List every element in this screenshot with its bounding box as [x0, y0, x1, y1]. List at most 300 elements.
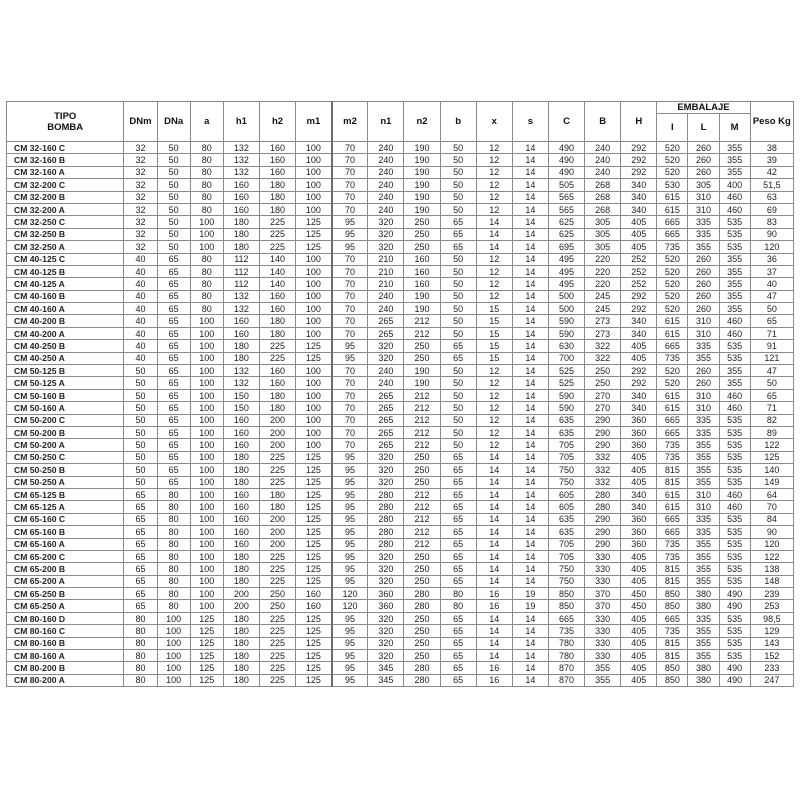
header-col: n2: [404, 102, 440, 142]
table-cell: 250: [404, 451, 440, 463]
table-cell: 360: [621, 439, 657, 451]
table-cell: 100: [296, 166, 332, 178]
table-cell: 50: [157, 166, 190, 178]
table-row: [7, 166, 794, 178]
table-cell: 400: [719, 179, 750, 191]
table-cell: 160: [404, 253, 440, 265]
table-cell: 80: [190, 278, 223, 290]
table-cell: 14: [512, 513, 548, 525]
table-cell: 70: [332, 365, 368, 377]
header-col: m1: [296, 102, 332, 142]
table-cell: 70: [750, 501, 793, 513]
table-cell: 80: [157, 563, 190, 575]
table-cell: 14: [512, 290, 548, 302]
table-cell: 250: [404, 476, 440, 488]
table-cell: 535: [719, 563, 750, 575]
table-cell: 240: [368, 365, 404, 377]
table-cell: 80: [157, 488, 190, 500]
table-row: [7, 389, 794, 401]
table-cell: 335: [688, 513, 719, 525]
table-cell: 180: [223, 451, 259, 463]
table-cell: 14: [512, 538, 548, 550]
table-header: [7, 102, 794, 142]
table-cell: 355: [688, 451, 719, 463]
table-cell: 100: [190, 414, 223, 426]
table-cell: 225: [259, 241, 295, 253]
table-cell: 520: [657, 253, 688, 265]
table-cell: 239: [750, 588, 793, 600]
table-cell: 14: [512, 166, 548, 178]
table-cell: 330: [585, 612, 621, 624]
table-cell: 100: [190, 340, 223, 352]
table-cell: 200: [259, 526, 295, 538]
table-cell: 705: [548, 451, 584, 463]
table-cell: 330: [585, 637, 621, 649]
table-cell: 125: [190, 637, 223, 649]
table-cell: 15: [476, 303, 512, 315]
table-cell: 125: [296, 637, 332, 649]
table-cell: 535: [719, 414, 750, 426]
table-cell: 160: [259, 303, 295, 315]
table-cell: 100: [296, 203, 332, 215]
table-cell: 14: [476, 476, 512, 488]
table-cell: 565: [548, 191, 584, 203]
table-cell: 355: [719, 290, 750, 302]
table-cell: 273: [585, 315, 621, 327]
table-cell: 212: [404, 488, 440, 500]
table-cell: 500: [548, 303, 584, 315]
table-cell: 50: [440, 290, 476, 302]
table-cell: 32: [124, 191, 157, 203]
table-cell: 132: [223, 290, 259, 302]
table-cell: 38: [750, 142, 793, 154]
table-cell: 80: [124, 612, 157, 624]
table-cell: 50: [157, 216, 190, 228]
table-cell: 140: [259, 253, 295, 265]
table-cell: 65: [157, 414, 190, 426]
table-cell: 340: [621, 203, 657, 215]
table-cell: 50: [124, 426, 157, 438]
table-cell: 250: [404, 352, 440, 364]
table-cell: 19: [512, 588, 548, 600]
table-cell: 14: [512, 625, 548, 637]
table-cell: 280: [585, 488, 621, 500]
table-cell: 160: [223, 426, 259, 438]
table-cell: 120: [332, 600, 368, 612]
table-cell: 80: [190, 265, 223, 277]
pump-type-cell: CM 65-125 B: [7, 488, 124, 500]
pump-type-cell: CM 50-250 C: [7, 451, 124, 463]
table-cell: 80: [157, 600, 190, 612]
pump-type-cell: CM 65-160 B: [7, 526, 124, 538]
table-cell: 65: [157, 426, 190, 438]
table-row: [7, 550, 794, 562]
table-cell: 152: [750, 650, 793, 662]
table-cell: 95: [332, 563, 368, 575]
table-cell: 80: [190, 303, 223, 315]
table-cell: 345: [368, 674, 404, 686]
table-cell: 290: [585, 426, 621, 438]
table-cell: 95: [332, 538, 368, 550]
table-cell: 65: [440, 550, 476, 562]
table-cell: 225: [259, 550, 295, 562]
pump-type-cell: CM 32-250 A: [7, 241, 124, 253]
table-cell: 14: [476, 451, 512, 463]
table-cell: 590: [548, 327, 584, 339]
table-cell: 700: [548, 352, 584, 364]
table-cell: 335: [688, 526, 719, 538]
table-cell: 100: [296, 414, 332, 426]
table-cell: 37: [750, 265, 793, 277]
table-cell: 50: [440, 203, 476, 215]
table-cell: 330: [585, 575, 621, 587]
table-cell: 129: [750, 625, 793, 637]
table-cell: 320: [368, 241, 404, 253]
table-row: [7, 414, 794, 426]
table-cell: 460: [719, 191, 750, 203]
table-cell: 180: [223, 352, 259, 364]
table-cell: 70: [332, 389, 368, 401]
table-cell: 310: [688, 191, 719, 203]
table-cell: 735: [657, 550, 688, 562]
table-cell: 310: [688, 402, 719, 414]
table-cell: 535: [719, 637, 750, 649]
table-cell: 240: [368, 154, 404, 166]
pump-type-cell: CM 65-200 A: [7, 575, 124, 587]
table-cell: 95: [332, 650, 368, 662]
table-cell: 14: [512, 216, 548, 228]
table-cell: 100: [190, 389, 223, 401]
table-cell: 100: [190, 563, 223, 575]
table-cell: 450: [621, 600, 657, 612]
table-cell: 65: [124, 600, 157, 612]
table-cell: 65: [124, 526, 157, 538]
table-cell: 180: [223, 650, 259, 662]
table-cell: 240: [368, 191, 404, 203]
table-cell: 405: [621, 662, 657, 674]
table-cell: 360: [621, 513, 657, 525]
table-cell: 14: [476, 612, 512, 624]
table-cell: 625: [548, 228, 584, 240]
table-cell: 50: [440, 414, 476, 426]
table-cell: 292: [621, 154, 657, 166]
table-cell: 65: [124, 588, 157, 600]
table-cell: 50: [124, 402, 157, 414]
table-cell: 125: [296, 612, 332, 624]
pump-type-cell: CM 65-250 B: [7, 588, 124, 600]
table-cell: 100: [190, 513, 223, 525]
table-cell: 14: [512, 414, 548, 426]
table-cell: 260: [688, 265, 719, 277]
table-cell: 50: [440, 191, 476, 203]
table-cell: 335: [688, 414, 719, 426]
table-cell: 735: [657, 352, 688, 364]
table-row: [7, 265, 794, 277]
table-cell: 95: [332, 637, 368, 649]
table-cell: 320: [368, 228, 404, 240]
table-cell: 320: [368, 625, 404, 637]
table-cell: 245: [585, 290, 621, 302]
header-col: n1: [368, 102, 404, 142]
table-cell: 160: [296, 588, 332, 600]
table-row: [7, 563, 794, 575]
table-cell: 65: [440, 513, 476, 525]
table-cell: 565: [548, 203, 584, 215]
table-cell: 12: [476, 290, 512, 302]
table-cell: 125: [296, 488, 332, 500]
table-cell: 80: [190, 154, 223, 166]
table-cell: 240: [585, 142, 621, 154]
table-cell: 125: [296, 538, 332, 550]
table-cell: 180: [223, 550, 259, 562]
table-cell: 305: [688, 179, 719, 191]
table-cell: 65: [157, 253, 190, 265]
table-cell: 212: [404, 327, 440, 339]
table-row: [7, 142, 794, 154]
table-cell: 520: [657, 166, 688, 178]
table-cell: 12: [476, 402, 512, 414]
table-cell: 14: [512, 179, 548, 191]
table-cell: 15: [476, 340, 512, 352]
table-cell: 15: [476, 315, 512, 327]
table-row: [7, 526, 794, 538]
table-cell: 405: [621, 612, 657, 624]
table-cell: 180: [223, 575, 259, 587]
table-cell: 225: [259, 563, 295, 575]
table-cell: 233: [750, 662, 793, 674]
table-cell: 160: [223, 315, 259, 327]
table-cell: 520: [657, 290, 688, 302]
table-cell: 310: [688, 501, 719, 513]
table-cell: 220: [585, 253, 621, 265]
pump-type-cell: CM 50-125 A: [7, 377, 124, 389]
table-cell: 50: [157, 203, 190, 215]
table-cell: 490: [719, 588, 750, 600]
table-row: [7, 451, 794, 463]
pump-type-cell: CM 40-200 B: [7, 315, 124, 327]
table-cell: 735: [548, 625, 584, 637]
table-cell: 355: [585, 674, 621, 686]
table-cell: 290: [585, 513, 621, 525]
table-cell: 32: [124, 228, 157, 240]
table-cell: 70: [332, 327, 368, 339]
table-cell: 80: [157, 538, 190, 550]
table-cell: 225: [259, 216, 295, 228]
table-cell: 605: [548, 488, 584, 500]
table-cell: 12: [476, 426, 512, 438]
table-row: [7, 315, 794, 327]
table-cell: 850: [657, 662, 688, 674]
table-cell: 143: [750, 637, 793, 649]
table-cell: 50: [440, 377, 476, 389]
table-cell: 190: [404, 203, 440, 215]
table-cell: 40: [124, 278, 157, 290]
pump-type-cell: CM 40-250 A: [7, 352, 124, 364]
table-cell: 14: [476, 563, 512, 575]
table-cell: 260: [688, 377, 719, 389]
table-cell: 247: [750, 674, 793, 686]
table-cell: 50: [750, 303, 793, 315]
table-cell: 355: [688, 550, 719, 562]
table-cell: 265: [368, 426, 404, 438]
table-cell: 490: [719, 662, 750, 674]
table-cell: 125: [296, 662, 332, 674]
table-cell: 125: [296, 650, 332, 662]
table-cell: 14: [512, 253, 548, 265]
header-col: h2: [259, 102, 295, 142]
table-cell: 14: [512, 526, 548, 538]
table-cell: 14: [512, 464, 548, 476]
table-cell: 14: [476, 625, 512, 637]
table-cell: 50: [440, 278, 476, 290]
table-row: [7, 191, 794, 203]
table-cell: 535: [719, 439, 750, 451]
table-cell: 12: [476, 142, 512, 154]
table-row: [7, 241, 794, 253]
header-embalaje-m: M: [719, 114, 750, 142]
table-cell: 14: [512, 327, 548, 339]
table-cell: 225: [259, 625, 295, 637]
table-cell: 100: [190, 377, 223, 389]
pump-type-cell: CM 40-160 A: [7, 303, 124, 315]
table-cell: 80: [124, 674, 157, 686]
pump-type-cell: CM 50-160 B: [7, 389, 124, 401]
table-cell: 405: [621, 241, 657, 253]
table-cell: 65: [124, 563, 157, 575]
table-cell: 70: [332, 426, 368, 438]
table-cell: 225: [259, 464, 295, 476]
pump-type-cell: CM 40-250 B: [7, 340, 124, 352]
pump-type-cell: CM 50-200 C: [7, 414, 124, 426]
table-cell: 240: [368, 203, 404, 215]
table-cell: 112: [223, 265, 259, 277]
table-cell: 355: [719, 154, 750, 166]
table-cell: 125: [190, 612, 223, 624]
table-cell: 332: [585, 464, 621, 476]
pump-type-cell: CM 80-200 A: [7, 674, 124, 686]
table-cell: 180: [223, 637, 259, 649]
table-cell: 320: [368, 575, 404, 587]
table-cell: 212: [404, 501, 440, 513]
table-cell: 63: [750, 191, 793, 203]
pump-type-cell: CM 32-200 B: [7, 191, 124, 203]
table-cell: 14: [476, 228, 512, 240]
pump-type-cell: CM 50-125 B: [7, 365, 124, 377]
table-cell: 535: [719, 526, 750, 538]
table-cell: 590: [548, 402, 584, 414]
table-cell: 212: [404, 315, 440, 327]
table-cell: 100: [190, 476, 223, 488]
table-cell: 100: [296, 290, 332, 302]
table-row: [7, 340, 794, 352]
table-cell: 65: [157, 352, 190, 364]
pump-type-cell: CM 32-200 C: [7, 179, 124, 191]
table-cell: 70: [332, 253, 368, 265]
table-cell: 95: [332, 241, 368, 253]
table-cell: 310: [688, 488, 719, 500]
table-cell: 100: [190, 439, 223, 451]
table-cell: 95: [332, 488, 368, 500]
table-cell: 112: [223, 253, 259, 265]
table-cell: 250: [404, 340, 440, 352]
table-cell: 12: [476, 414, 512, 426]
table-cell: 380: [688, 588, 719, 600]
table-cell: 65: [157, 303, 190, 315]
table-cell: 500: [548, 290, 584, 302]
table-cell: 14: [476, 650, 512, 662]
table-row: [7, 650, 794, 662]
table-cell: 160: [223, 501, 259, 513]
pump-type-cell: CM 50-250 B: [7, 464, 124, 476]
table-cell: 65: [440, 674, 476, 686]
table-cell: 14: [512, 402, 548, 414]
header-col: b: [440, 102, 476, 142]
table-cell: 82: [750, 414, 793, 426]
table-cell: 14: [512, 451, 548, 463]
table-cell: 80: [124, 625, 157, 637]
table-cell: 355: [688, 352, 719, 364]
table-cell: 335: [688, 340, 719, 352]
table-cell: 535: [719, 426, 750, 438]
table-cell: 39: [750, 154, 793, 166]
table-cell: 520: [657, 154, 688, 166]
table-cell: 70: [332, 439, 368, 451]
table-cell: 405: [621, 637, 657, 649]
table-cell: 125: [296, 451, 332, 463]
table-cell: 322: [585, 340, 621, 352]
table-cell: 180: [223, 228, 259, 240]
table-cell: 70: [332, 402, 368, 414]
table-row: [7, 662, 794, 674]
table-cell: 14: [512, 340, 548, 352]
table-cell: 160: [223, 327, 259, 339]
table-cell: 180: [259, 315, 295, 327]
table-cell: 250: [259, 588, 295, 600]
table-cell: 225: [259, 674, 295, 686]
table-cell: 140: [259, 265, 295, 277]
table-cell: 735: [657, 439, 688, 451]
table-cell: 250: [404, 575, 440, 587]
table-cell: 225: [259, 228, 295, 240]
table-cell: 615: [657, 191, 688, 203]
table-cell: 750: [548, 575, 584, 587]
table-cell: 615: [657, 315, 688, 327]
table-cell: 14: [512, 191, 548, 203]
table-cell: 14: [512, 265, 548, 277]
table-cell: 65: [124, 575, 157, 587]
table-cell: 65: [157, 290, 190, 302]
table-cell: 125: [296, 476, 332, 488]
table-cell: 65: [157, 365, 190, 377]
table-cell: 665: [657, 216, 688, 228]
table-cell: 212: [404, 538, 440, 550]
table-cell: 40: [124, 265, 157, 277]
table-cell: 65: [157, 451, 190, 463]
table-cell: 525: [548, 365, 584, 377]
table-cell: 80: [440, 600, 476, 612]
table-cell: 65: [157, 439, 190, 451]
table-cell: 250: [404, 216, 440, 228]
table-row: [7, 290, 794, 302]
table-cell: 14: [512, 662, 548, 674]
table-cell: 405: [621, 575, 657, 587]
table-cell: 65: [157, 340, 190, 352]
table-cell: 100: [296, 389, 332, 401]
table-cell: 14: [512, 476, 548, 488]
table-cell: 520: [657, 278, 688, 290]
table-row: [7, 538, 794, 550]
table-cell: 122: [750, 439, 793, 451]
